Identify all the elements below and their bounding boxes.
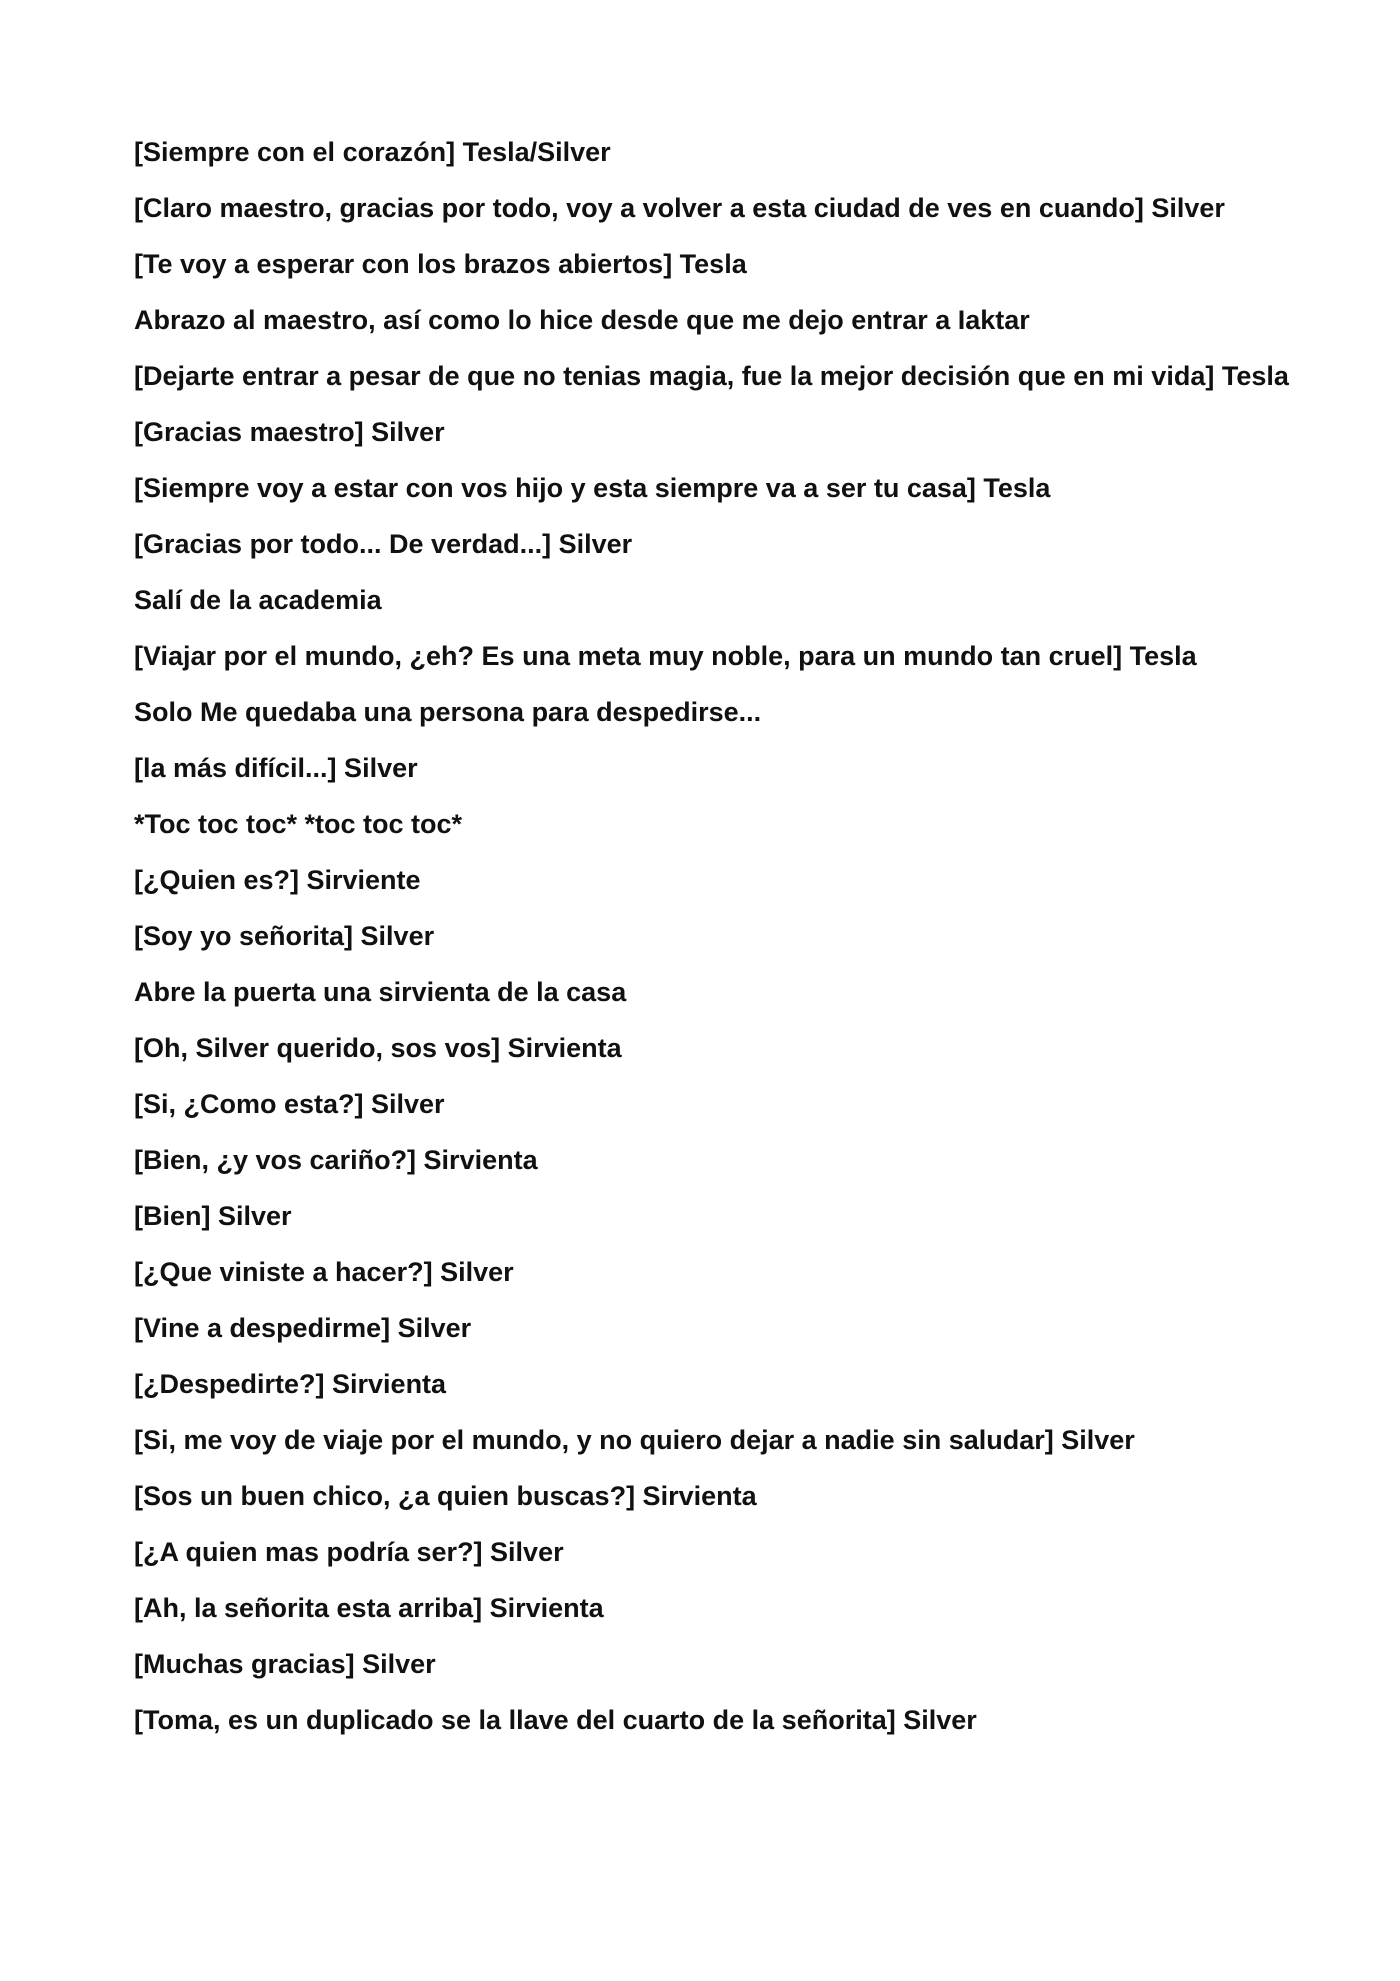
paragraph-21: [¿Que viniste a hacer?] Silver (134, 1257, 514, 1287)
paragraph-28: [Muchas gracias] Silver (134, 1649, 436, 1679)
paragraph-23: [¿Despedirte?] Sirvienta (134, 1369, 447, 1399)
paragraph-18: [Si, ¿Como esta?] Silver (134, 1089, 445, 1119)
paragraph-11: Solo Me quedaba una persona para despedirse... (134, 697, 762, 727)
paragraph-13: *Toc toc toc* *toc toc toc* (134, 809, 463, 839)
paragraph-15: [Soy yo señorita] Silver (134, 921, 435, 951)
paragraph-29: [Toma, es un duplicado se la llave del cuarto de la señorita] Silver (134, 1705, 977, 1735)
paragraph-1: [Siempre con el corazón] Tesla/Silver (134, 137, 611, 167)
paragraph-7: [Siempre voy a estar con vos hijo y esta siempre va a ser tu casa] Tesla (134, 473, 1051, 503)
paragraph-5: [Dejarte entrar a pesar de que no tenias magia, fue la mejor decisión que en mi vida] Tesla (134, 361, 1289, 391)
paragraph-19: [Bien, ¿y vos cariño?] Sirvienta (134, 1145, 538, 1175)
paragraph-27: [Ah, la señorita esta arriba] Sirvienta (134, 1593, 604, 1623)
paragraph-24: [Si, me voy de viaje por el mundo, y no quiero dejar a nadie sin saludar] Silver (134, 1425, 1135, 1455)
paragraph-9: Salí de la academia (134, 585, 382, 615)
paragraph-8: [Gracias por todo... De verdad...] Silver (134, 529, 633, 559)
paragraph-2: [Claro maestro, gracias por todo, voy a volver a esta ciudad de ves en cuando] Silver (134, 193, 1225, 223)
document-body (134, 133, 1294, 1757)
paragraph-16: Abre la puerta una sirvienta de la casa (134, 977, 627, 1007)
paragraph-4: Abrazo al maestro, así como lo hice desde que me dejo entrar a Iaktar (134, 305, 1030, 335)
paragraph-6: [Gracias maestro] Silver (134, 417, 445, 447)
paragraph-10: [Viajar por el mundo, ¿eh? Es una meta muy noble, para un mundo tan cruel] Tesla (134, 641, 1197, 671)
paragraph-3: [Te voy a esperar con los brazos abiertos] Tesla (134, 249, 747, 279)
paragraph-17: [Oh, Silver querido, sos vos] Sirvienta (134, 1033, 622, 1063)
paragraph-14: [¿Quien es?] Sirviente (134, 865, 421, 895)
paragraph-22: [Vine a despedirme] Silver (134, 1313, 472, 1343)
paragraph-25: [Sos un buen chico, ¿a quien buscas?] Sirvienta (134, 1481, 757, 1511)
paragraph-12: [la más difícil...] Silver (134, 753, 418, 783)
paragraph-20: [Bien] Silver (134, 1201, 292, 1231)
paragraph-26: [¿A quien mas podría ser?] Silver (134, 1537, 564, 1567)
